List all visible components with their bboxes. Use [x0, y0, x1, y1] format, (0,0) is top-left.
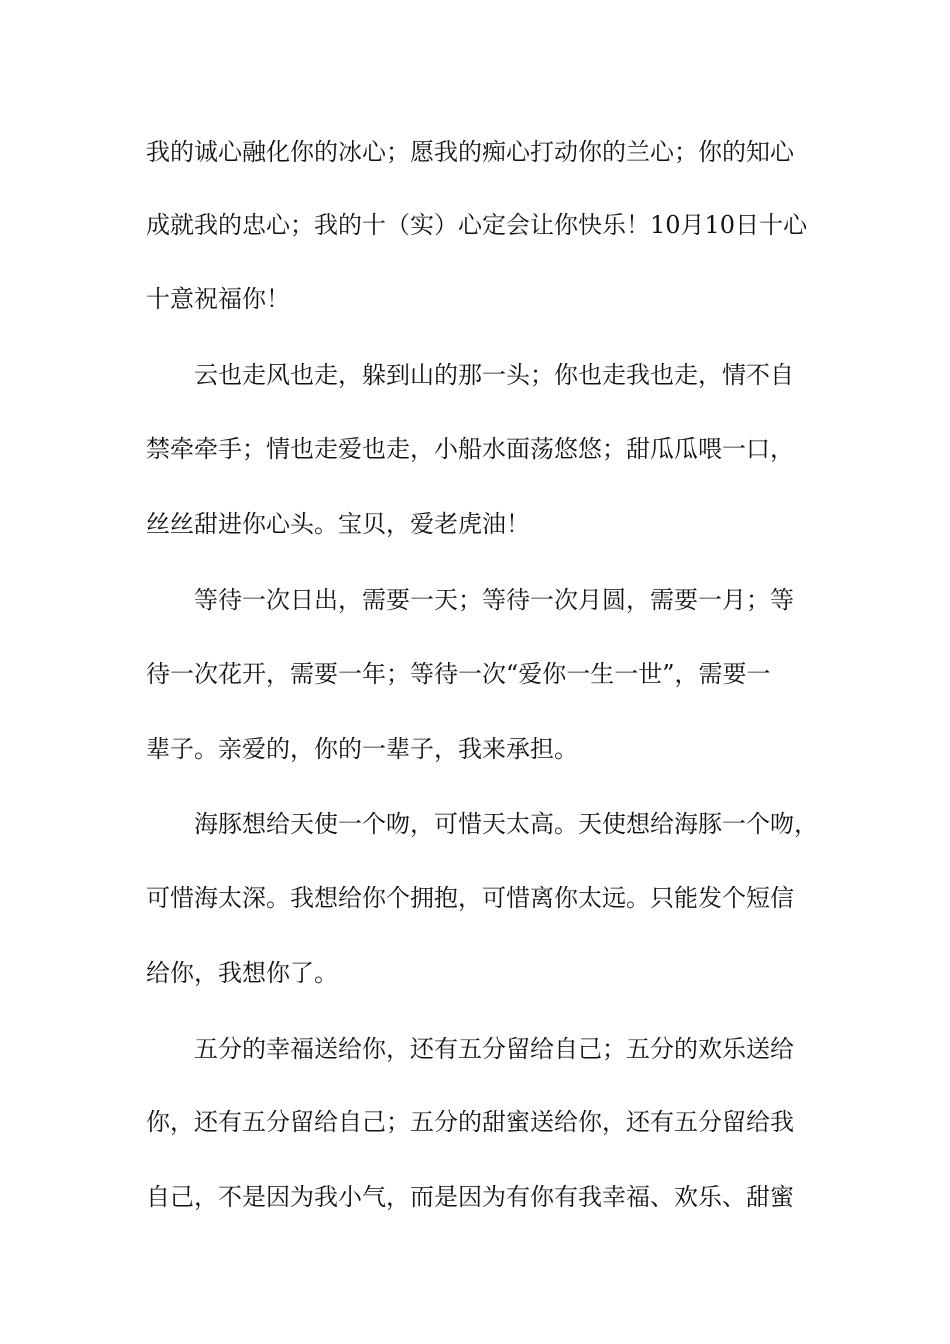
text-line: 禁牵牵手；情也走爱也走，小船水面荡悠悠；甜瓜瓜喂一口，	[146, 435, 794, 463]
text-line: 丝丝甜进你心头。宝贝，爱老虎油！	[146, 510, 530, 538]
text-line: 十意祝福你！	[146, 285, 290, 313]
text-line: 可惜海太深。我想给你个拥抱，可惜离你太远。只能发个短信	[146, 884, 794, 912]
text-line: 辈子。亲爱的，你的一辈子，我来承担。	[146, 735, 578, 763]
paragraph-first-line: 海豚想给天使一个吻，可惜天太高。天使想给海豚一个吻，	[194, 810, 818, 838]
paragraph-first-line: 云也走风也走，躲到山的那一头；你也走我也走，情不自	[194, 361, 794, 389]
text-line: 我的诚心融化你的冰心；愿我的痴心打动你的兰心；你的知心	[146, 138, 794, 166]
text-line: 待一次花开，需要一年；等待一次“爱你一生一世”，需要一	[146, 660, 771, 688]
paragraph-first-line: 五分的幸福送给你，还有五分留给自己；五分的欢乐送给	[194, 1035, 794, 1063]
paragraph-first-line: 等待一次日出，需要一天；等待一次月圆，需要一月；等	[194, 586, 794, 614]
text-line: 给你，我想你了。	[146, 959, 338, 987]
text-line: 你，还有五分留给自己；五分的甜蜜送给你，还有五分留给我	[146, 1108, 794, 1136]
text-line: 成就我的忠心；我的十（实）心定会让你快乐！10月10日十心	[146, 211, 808, 239]
text-line: 自己，不是因为我小气，而是因为有你有我幸福、欢乐、甜蜜	[146, 1183, 794, 1211]
